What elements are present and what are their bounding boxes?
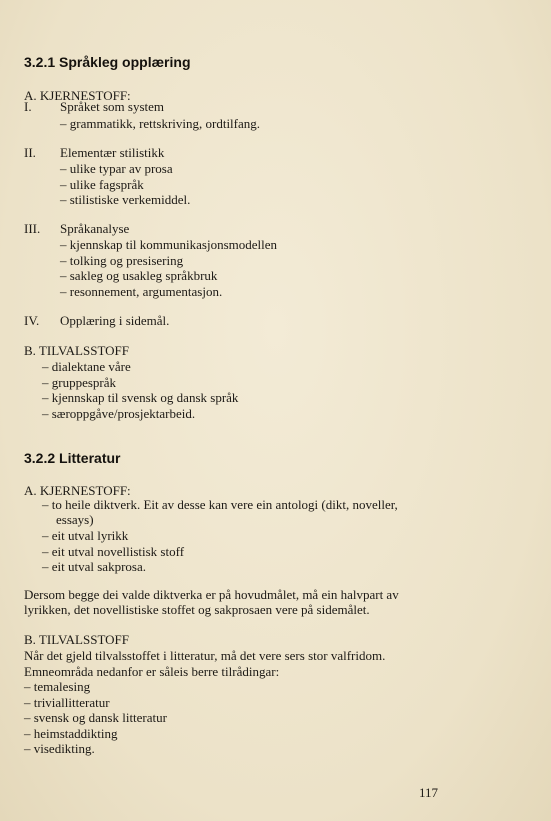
paragraph-line: lyrikken, det novellistiske stoffet og sakprosaen vere på sidemålet.: [24, 602, 370, 617]
list-item: – ulike fagspråk: [60, 177, 144, 192]
list-item: – grammatikk, rettskriving, ordtilfang.: [60, 116, 261, 131]
list-item: – gruppespråk: [42, 375, 117, 390]
item-title: Språket som system: [60, 99, 164, 114]
list-item: – kjennskap til svensk og dansk språk: [42, 390, 239, 405]
list-item: – svensk og dansk litteratur: [24, 710, 167, 725]
list-item: – resonnement, argumentasjon.: [60, 284, 223, 299]
page-number: 117: [419, 785, 439, 800]
optional-label: B. TILVALSSTOFF: [24, 632, 130, 647]
paragraph-line: Emneområda nedanfor er såleis berre tilrådingar:: [24, 664, 280, 679]
list-item: – ulike typar av prosa: [60, 161, 173, 176]
item-number: IV.: [24, 313, 40, 328]
list-item: – særoppgåve/prosjektarbeid.: [42, 406, 196, 421]
item-number: II.: [24, 145, 36, 160]
core-label: A. KJERNESTOFF:: [24, 88, 131, 103]
list-item: – stilistiske verkemiddel.: [60, 192, 191, 207]
item-number: III.: [24, 221, 41, 236]
item-number: I.: [24, 99, 32, 114]
list-item: – triviallitteratur: [24, 695, 110, 710]
paragraph-line: Dersom begge dei valde diktverka er på hovudmålet, må ein halvpart av: [24, 587, 399, 602]
list-item: – eit utval lyrikk: [42, 528, 129, 543]
item-title: Opplæring i sidemål.: [60, 313, 170, 328]
section-heading-literature: 3.2.2 Litteratur: [24, 450, 121, 466]
list-item: – kjennskap til kommunikasjonsmodellen: [60, 237, 278, 252]
paragraph-line: Når det gjeld tilvalsstoffet i litteratur, må det vere sers stor valfridom.: [24, 648, 386, 663]
section-heading-language: 3.2.1 Språkleg opplæring: [24, 54, 191, 70]
list-item: – eit utval novellistisk stoff: [42, 544, 185, 559]
item-title: Elementær stilistikk: [60, 145, 165, 160]
list-item: – eit utval sakprosa.: [42, 559, 146, 574]
list-item: – to heile diktverk. Eit av desse kan vere ein antologi (dikt, noveller,: [42, 497, 398, 512]
list-item: – temalesing: [24, 679, 91, 694]
list-item: – heimstaddikting: [24, 726, 118, 741]
core-label: A. KJERNESTOFF:: [24, 483, 131, 498]
list-item: – visedikting.: [24, 741, 95, 756]
list-item: – dialektane våre: [42, 359, 131, 374]
optional-label: B. TILVALSSTOFF: [24, 343, 130, 358]
list-item: – sakleg og usakleg språkbruk: [60, 268, 218, 283]
list-item-continuation: essays): [56, 512, 94, 527]
item-title: Språkanalyse: [60, 221, 130, 236]
list-item: – tolking og presisering: [60, 253, 184, 268]
